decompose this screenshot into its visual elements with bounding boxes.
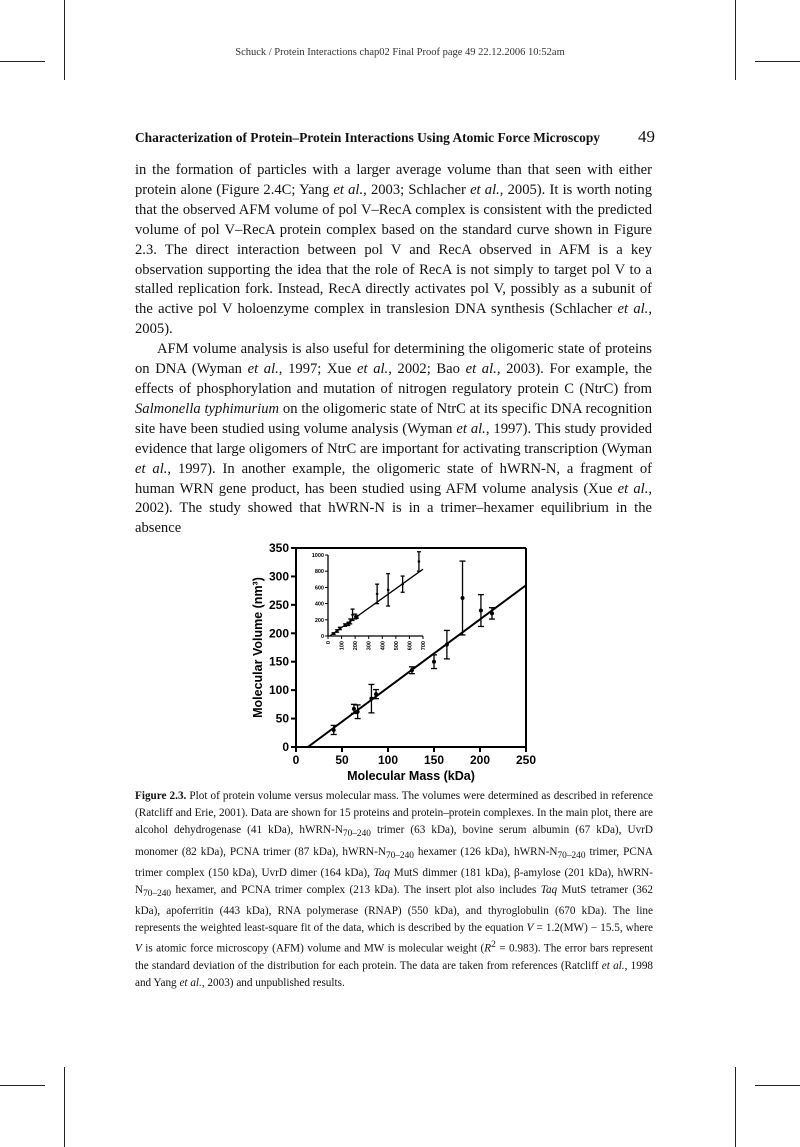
inset-data-point (376, 593, 379, 596)
y-tick-label: 300 (268, 569, 289, 584)
y-tick-label: 200 (268, 626, 289, 641)
crop-mark (755, 61, 800, 62)
y-tick-label: 100 (268, 683, 289, 698)
figure-2-3 (240, 535, 550, 785)
crop-mark (755, 1085, 800, 1086)
x-axis-label: Molecular Mass (kDa) (347, 769, 475, 783)
inset-y-tick-label: 200 (314, 617, 324, 624)
x-tick-label: 0 (292, 753, 300, 767)
inset-y-tick-label: 0 (320, 634, 324, 640)
inset-y-tick-label: 600 (314, 585, 324, 592)
proof-slug: Schuck / Protein Interactions chap02 Final Proof page 49 22.12.2006 10:52am (235, 47, 565, 58)
inset-y-tick-label: 400 (314, 601, 324, 608)
inset-data-point (418, 560, 421, 563)
crop-mark (735, 1067, 736, 1147)
inset-x-tick-label: 500 (393, 641, 400, 651)
running-head: Characterization of Protein–Protein Interactions Using Atomic Force Microscopy (135, 130, 600, 145)
body-text (135, 161, 652, 539)
main-data-point (445, 643, 449, 647)
main-data-point (461, 596, 465, 600)
inset-data-point (339, 627, 342, 630)
inset-x-tick-label: 300 (366, 641, 373, 651)
main-data-point (410, 668, 414, 672)
inset-y-tick-label: 800 (314, 569, 324, 576)
inset-data-point (387, 589, 390, 592)
paragraph: AFM volume analysis is also useful for determining the oligomeric state of proteins on DNA (Wyman et al., 1997; Xue et al., 2002; Bao et al., 2003). For example, the effects of phosphorylation and mutation of nitrogen regulatory protein C (NtrC) from Salmonella typhimurium on the oligomeric state of NtrC at its specific DNA recognition site have been studied using volume analysis (Wyman et al., 1997). This study provided evidence that large oligomers of NtrC are important for activating transcription (Wyman et al., 1997). In another example, the oligomeric state of hWRN-N, a fragment of human WRN gene product, has been studied using AFM volume analysis (Xue et al., 2002). The study showed that hWRN-N is in a trimer–hexamer equilibrium in the absence (135, 341, 653, 537)
inset-data-point (401, 583, 404, 586)
main-data-point (374, 692, 378, 696)
main-data-point (490, 611, 494, 615)
main-data-point (332, 728, 336, 732)
crop-mark (735, 0, 736, 80)
main-data-point (432, 660, 436, 664)
x-tick-label: 150 (423, 753, 445, 767)
main-data-point (369, 697, 373, 701)
y-tick-label: 0 (282, 740, 289, 754)
main-data-point (356, 710, 360, 714)
y-axis-label: Molecular Volume (nm³) (251, 577, 265, 718)
y-tick-label: 150 (268, 654, 289, 669)
x-tick-label: 200 (469, 753, 491, 767)
inset-data-point (332, 632, 335, 635)
inset-x-tick-label: 200 (353, 641, 360, 651)
x-tick-label: 250 (515, 753, 537, 767)
x-tick-label: 100 (377, 753, 399, 767)
main-data-point (352, 707, 356, 711)
main-data-point (479, 609, 483, 613)
inset-y-tick-label: 1000 (311, 553, 324, 559)
inset-data-point (344, 624, 347, 627)
inset-x-tick-label: 400 (380, 641, 387, 651)
crop-mark (64, 0, 65, 80)
crop-mark (0, 1085, 45, 1086)
y-tick-label: 50 (275, 711, 289, 726)
x-tick-label: 50 (335, 753, 349, 767)
inset-x-tick-label: 600 (407, 641, 414, 651)
y-tick-label: 250 (268, 597, 289, 612)
crop-mark (0, 61, 45, 62)
y-tick-label: 350 (268, 541, 289, 555)
page-number: 49 (638, 127, 655, 146)
crop-mark (64, 1067, 65, 1147)
inset-x-tick-label: 700 (421, 641, 427, 651)
inset-x-tick-label: 0 (326, 641, 332, 645)
volume-vs-mass-chart (240, 535, 550, 785)
inset-data-point (356, 616, 359, 619)
inset-x-tick-label: 100 (339, 641, 346, 651)
paragraph: in the formation of particles with a larger average volume than that seen with either protein alone (Figure 2.4C; Yang et al., 2003; Schlacher et al., 2005). It is worth noting that the observed AFM volume of pol V–RecA complex is consistent with the predicted volume of pol V–RecA protein complex based on the standard curve shown in Figure 2.3. The direct interaction between pol V and RecA observed in AFM is a key observation supporting the idea that the role of RecA is not simply to target pol V to a stalled replication fork. Instead, RecA directly activates pol V, possibly as a subunit of the active pol V holoenzyme complex in translesion DNA synthesis (Schlacher et al., 2005). (135, 162, 652, 338)
inset-background (328, 555, 423, 636)
figure-caption: Figure 2.3. Plot of protein volume versus molecular mass. The volumes were determined as described in reference (Ratcliff and Erie, 2001). Data are shown for 15 proteins and protein–protein complexes. In the main plot, there are alcohol dehydrogenase (41 kDa), hWRN-$N_{70-240}$ trimer (63 kDa), bovine serum albumin (67 kDa), UvrD monomer (82 kDa), PCNA trimer (87 kDa), hWRN-$N_{70-240}$ hexamer (126 kDa), hWRN-$N_{70-240}$ trimer, PCNA trimer complex (150 kDa), UvrD dimer (164 kDa), Taq MutS dimmer (181 kDa), β-amylose (201 kDa), hWRN-$N_{70-240}$ hexamer, and PCNA trimer complex (213 kDa). The insert plot also includes Taq MutS tetramer (362 kDa), apoferritin (443 kDa), RNA polymerase (RNAP) (550 kDa), and thyroglobulin (670 kDa). The line represents the weighted least-square fit of the data, which is described by the equation V = 1.2(MW) − 15.5, where V is atomic force microscopy (AFM) volume and MW is molecular weight $(R^2 = 0.983)$. The error bars represent the standard deviation of the distribution for each protein. The data are taken from references (Ratcliff et al., 1998 and Yang et al., 2003) and unpublished results. (135, 790, 654, 990)
